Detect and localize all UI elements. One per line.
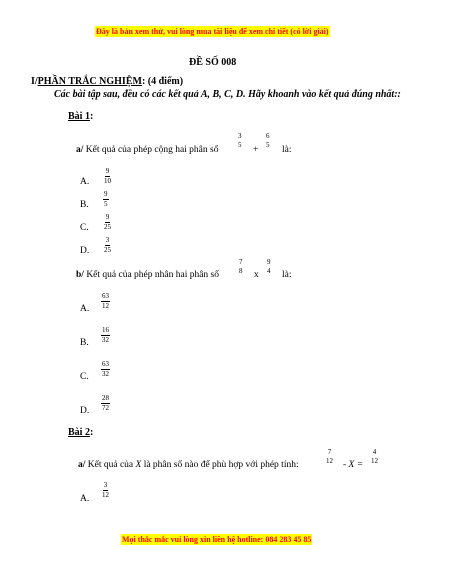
- section-name: PHẦN TRẮC NGHIỆM: [37, 76, 142, 87]
- option-1a-d-fraction[interactable]: [103, 236, 112, 255]
- section-prefix: I/: [31, 76, 38, 87]
- question-2a-fraction-1: [325, 448, 334, 466]
- instructions: Các bài tập sau, đều có các kết quả A, B, C, D. Hãy khoanh vào kết quả đúng nhất::: [54, 89, 401, 100]
- option-1a-b-label[interactable]: B.: [80, 200, 89, 210]
- question-1b-fraction-1: [238, 258, 244, 276]
- fraction-denominator: 12: [371, 457, 378, 465]
- option-1a-a-fraction[interactable]: [103, 167, 112, 186]
- option-2a-a-label[interactable]: A.: [80, 494, 90, 504]
- question-1a-text: [76, 145, 218, 155]
- question-1b-fraction-2: [266, 258, 272, 276]
- fraction-denominator: 25: [104, 246, 111, 254]
- fraction-numerator: 28: [102, 394, 109, 402]
- question-2a-text: [78, 460, 299, 470]
- fraction-denominator: 12: [326, 457, 333, 465]
- bai2-label: Bài 2: [68, 427, 90, 438]
- fraction-denominator: 10: [104, 177, 111, 185]
- question-1a-fraction-2: [265, 132, 271, 150]
- fraction-denominator: 4: [267, 267, 271, 275]
- option-1b-d-fraction[interactable]: [101, 394, 110, 413]
- fraction-numerator: 7: [327, 448, 332, 456]
- fraction-numerator: 16: [102, 326, 109, 334]
- fraction-denominator: 5: [266, 141, 270, 149]
- question-1b-end: là:: [282, 270, 292, 280]
- bai1-colon: :: [89, 111, 94, 122]
- fraction-numerator: 9: [104, 190, 108, 198]
- fraction-denominator: 5: [104, 200, 108, 208]
- bai1-heading: [68, 111, 93, 122]
- question-2a-operator: - X =: [343, 460, 364, 470]
- fraction-numerator: 9: [105, 213, 110, 221]
- preview-notice-banner: Đây là bản xem thử, vui lòng mua tài liệu để xem chi tiết (có lời giải): [96, 27, 329, 36]
- option-2a-a-fraction[interactable]: [101, 481, 110, 500]
- fraction-numerator: 63: [102, 292, 109, 300]
- fraction-numerator: 9: [267, 258, 271, 266]
- question-2a-letter: a/: [78, 460, 86, 470]
- option-1b-d-label[interactable]: D.: [80, 406, 90, 416]
- option-1b-c-fraction[interactable]: [101, 360, 110, 379]
- fraction-numerator: 3: [103, 481, 108, 489]
- fraction-denominator: 32: [102, 336, 109, 344]
- option-1a-b-fraction[interactable]: [103, 190, 109, 209]
- question-1a-operator: +: [253, 145, 259, 155]
- option-1b-c-label[interactable]: C.: [80, 372, 89, 382]
- fraction-denominator: 25: [104, 223, 111, 231]
- fraction-numerator: 9: [105, 167, 110, 175]
- question-1a-fraction-1: [237, 132, 243, 150]
- option-1b-b-fraction[interactable]: [101, 326, 110, 345]
- question-2a-prompt-post: là phân số nào để phù hợp với phép tính:: [143, 460, 299, 470]
- section-suffix: : (4 điểm): [141, 76, 184, 87]
- option-1a-c-label[interactable]: C.: [80, 223, 89, 233]
- question-2a-prompt-pre: Kết quả của: [87, 460, 134, 470]
- section-heading: [31, 76, 183, 87]
- question-1b-text: [76, 270, 219, 280]
- question-1a-end: là:: [282, 145, 292, 155]
- fraction-denominator: 8: [239, 267, 243, 275]
- bai1-label: Bài 1: [68, 111, 90, 122]
- question-1b-prompt: Kết quả của phép nhân hai phân số: [86, 270, 220, 280]
- option-1a-d-label[interactable]: D.: [80, 246, 90, 256]
- question-1a-prompt: Kết quả của phép cộng hai phân số: [85, 145, 219, 155]
- fraction-numerator: 63: [102, 360, 109, 368]
- fraction-numerator: 4: [372, 448, 377, 456]
- hotline-banner: Mọi thắc mắc vui lòng xin liên hệ hotline: 084 283 45 85: [122, 535, 312, 544]
- fraction-denominator: 12: [102, 491, 109, 499]
- fraction-denominator: 32: [102, 370, 109, 378]
- question-1a-letter: a/: [76, 145, 84, 155]
- fraction-numerator: 3: [105, 236, 110, 244]
- fraction-denominator: 12: [102, 302, 109, 310]
- exam-title: ĐỀ SỐ 008: [189, 57, 237, 68]
- question-1b-operator: x: [254, 270, 259, 280]
- option-1a-c-fraction[interactable]: [103, 213, 112, 232]
- bai2-heading: [68, 427, 93, 438]
- question-2a-fraction-2: [370, 448, 379, 466]
- fraction-denominator: 5: [238, 141, 242, 149]
- question-2a-variable: X: [135, 460, 142, 470]
- option-1b-a-fraction[interactable]: [101, 292, 110, 311]
- fraction-numerator: 6: [266, 132, 270, 140]
- fraction-numerator: 7: [239, 258, 243, 266]
- bai2-colon: :: [89, 427, 94, 438]
- option-1a-a-label[interactable]: A.: [80, 177, 90, 187]
- option-1b-a-label[interactable]: A.: [80, 304, 90, 314]
- fraction-numerator: 3: [238, 132, 242, 140]
- question-1b-letter: b/: [76, 270, 84, 280]
- option-1b-b-label[interactable]: B.: [80, 338, 89, 348]
- fraction-denominator: 72: [102, 404, 109, 412]
